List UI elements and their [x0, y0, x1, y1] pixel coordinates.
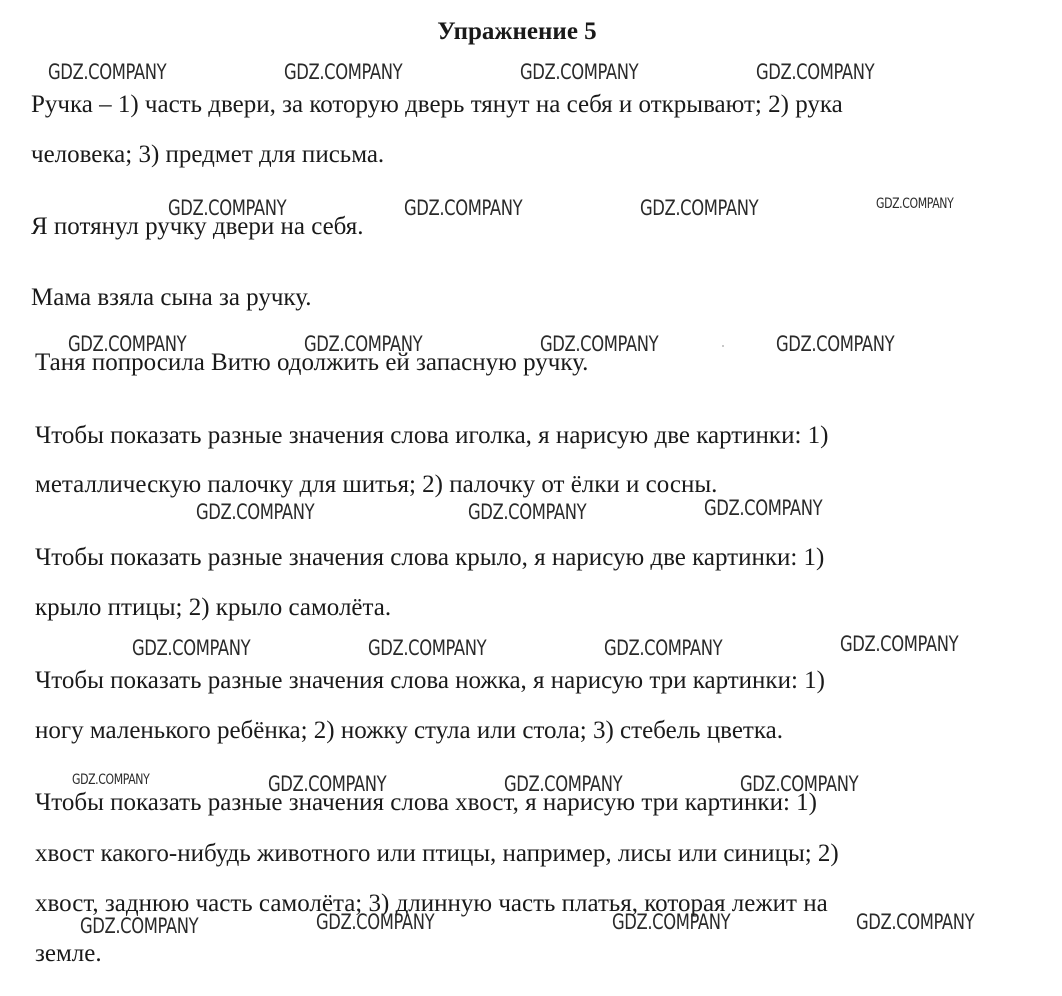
- watermark: GDZ.COMPANY: [840, 632, 959, 656]
- watermark: GDZ.COMPANY: [856, 910, 975, 934]
- watermark: GDZ.COMPANY: [80, 914, 199, 938]
- text-line-1: Ручка – 1) часть двери, за которую дверь тянут на себя и открывают; 2) рука: [31, 91, 843, 118]
- scan-speck: [722, 345, 724, 347]
- watermark: GDZ.COMPANY: [756, 60, 875, 84]
- watermark: GDZ.COMPANY: [268, 772, 387, 796]
- text-line-2: человека; 3) предмет для письма.: [31, 141, 385, 168]
- watermark: GDZ.COMPANY: [284, 60, 403, 84]
- watermark: GDZ.COMPANY: [196, 500, 315, 524]
- text-line-11: ногу маленького ребёнка; 2) ножку стула или стола; 3) стебель цветка.: [35, 717, 783, 744]
- watermark: GDZ.COMPANY: [776, 332, 895, 356]
- watermark: GDZ.COMPANY: [612, 910, 731, 934]
- watermark: GDZ.COMPANY: [876, 196, 954, 212]
- watermark: GDZ.COMPANY: [604, 636, 723, 660]
- watermark: GDZ.COMPANY: [504, 772, 623, 796]
- watermark: GDZ.COMPANY: [704, 496, 823, 520]
- text-line-13: хвост какого-нибудь животного или птицы, например, лисы или синицы; 2): [35, 840, 839, 867]
- watermark: GDZ.COMPANY: [740, 772, 859, 796]
- watermark: GDZ.COMPANY: [68, 332, 187, 356]
- watermark: GDZ.COMPANY: [468, 500, 587, 524]
- watermark: GDZ.COMPANY: [168, 196, 287, 220]
- text-line-14: хвост, заднюю часть самолёта; 3) длинную часть платья, которая лежит на: [35, 890, 828, 917]
- text-line-12: Чтобы показать разные значения слова хвост, я нарисую три картинки: 1): [35, 789, 817, 816]
- text-line-3: Я потянул ручку двери на себя.: [31, 213, 364, 240]
- watermark: GDZ.COMPANY: [132, 636, 251, 660]
- exercise-title: Упражнение 5: [437, 18, 597, 45]
- watermark: GDZ.COMPANY: [540, 332, 659, 356]
- watermark: GDZ.COMPANY: [640, 196, 759, 220]
- watermark: GDZ.COMPANY: [368, 636, 487, 660]
- watermark: GDZ.COMPANY: [520, 60, 639, 84]
- watermark: GDZ.COMPANY: [72, 772, 150, 788]
- watermark: GDZ.COMPANY: [48, 60, 167, 84]
- text-line-9: крыло птицы; 2) крыло самолёта.: [35, 594, 392, 621]
- text-line-10: Чтобы показать разные значения слова ножка, я нарисую три картинки: 1): [35, 667, 825, 694]
- watermark: GDZ.COMPANY: [404, 196, 523, 220]
- watermark: GDZ.COMPANY: [316, 910, 435, 934]
- text-line-15: земле.: [35, 940, 102, 967]
- text-line-5: Таня попросила Витю одолжить ей запасную ручку.: [35, 349, 589, 376]
- text-line-4: Мама взяла сына за ручку.: [31, 284, 312, 311]
- watermark: GDZ.COMPANY: [304, 332, 423, 356]
- text-line-6: Чтобы показать разные значения слова иголка, я нарисую две картинки: 1): [35, 422, 829, 449]
- text-line-8: Чтобы показать разные значения слова крыло, я нарисую две картинки: 1): [35, 544, 825, 571]
- text-line-7: металлическую палочку для шитья; 2) палочку от ёлки и сосны.: [35, 471, 718, 498]
